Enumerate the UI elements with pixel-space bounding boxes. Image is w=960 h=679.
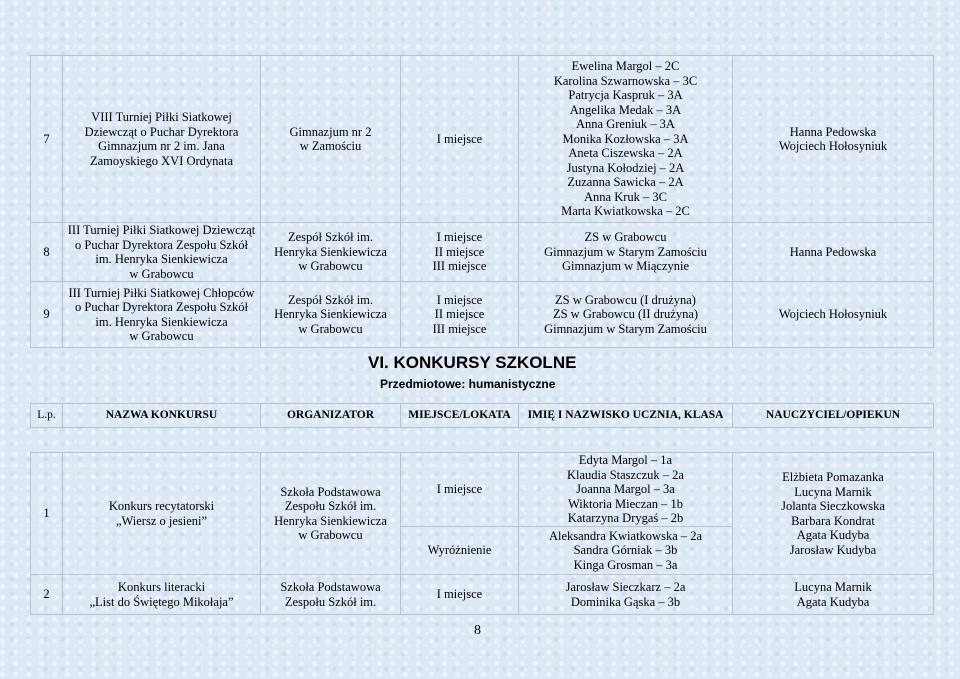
place: I miejsce [401, 453, 519, 527]
table-row [31, 575, 934, 615]
competition-name: III Turniej Piłki Siatkowej Chłopców o Puchar Dyrektora Zespołu Szkół im. Henryka Sienkiewicza w Grabowcu [63, 282, 261, 348]
table-row [31, 56, 934, 223]
students: Edyta Margol – 1a Klaudia Staszczuk – 2a Joanna Margol – 3a Wiktoria Mieczan – 1b Katarzyna Drygaś – 2b [519, 453, 733, 527]
students: ZS w Grabowcu (I drużyna) ZS w Grabowcu (II drużyna) Gimnazjum w Starym Zamościu [519, 282, 733, 348]
place: I miejsce II miejsce III miejsce [401, 223, 519, 282]
table-header-row [31, 404, 934, 428]
competition-name: VIII Turniej Piłki Siatkowej Dziewcząt o Puchar Dyrektora Gimnazjum nr 2 im. Jana Zamoyskiego XVI Ordynata [63, 56, 261, 223]
organizer: Szkoła Podstawowa Zespołu Szkół im. Henryka Sienkiewicza w Grabowcu [261, 453, 401, 575]
sports-results-table [30, 55, 934, 348]
header-students: IMIĘ I NAZWISKO UCZNIA, KLASA [519, 404, 733, 428]
place: I miejsce II miejsce III miejsce [401, 282, 519, 348]
header-name: NAZWA KONKURSU [63, 404, 261, 428]
lp-cell: 7 [31, 56, 63, 223]
students: Ewelina Margol – 2C Karolina Szwarnowska – 3C Patrycja Kaspruk – 3A Angelika Medak – 3A Anna Greniuk – 3A Monika Kozłowska – 3A Aneta Ciszewska – 2A Justyna Kołodziej – 2A Zuzanna Sawicka – 2A Anna Kruk – 3C Marta Kwiatkowska – 2C [519, 56, 733, 223]
teacher: Hanna Pedowska [733, 223, 934, 282]
section-subtitle: Przedmiotowe: humanistyczne [380, 377, 556, 391]
section-title: VI. KONKURSY SZKOLNE [368, 353, 577, 372]
organizer: Szkoła Podstawowa Zespołu Szkół im. [261, 575, 401, 615]
school-contests-table [30, 403, 934, 615]
header-organizer: ORGANIZATOR [261, 404, 401, 428]
organizer: Gimnazjum nr 2 w Zamościu [261, 56, 401, 223]
teacher: Hanna Pedowska Wojciech Hołosyniuk [733, 56, 934, 223]
organizer: Zespół Szkół im. Henryka Sienkiewicza w Grabowcu [261, 223, 401, 282]
table-row [31, 282, 934, 348]
table-row [31, 223, 934, 282]
place: Wyróżnienie [401, 527, 519, 575]
place: I miejsce [401, 575, 519, 615]
spacer-row [31, 428, 934, 453]
header-teacher: NAUCZYCIEL/OPIEKUN [733, 404, 934, 428]
teacher: Elżbieta Pomazanka Lucyna Marnik Jolanta Sieczkowska Barbara Kondrat Agata Kudyba Jarosław Kudyba [733, 453, 934, 575]
teacher: Lucyna Marnik Agata Kudyba [733, 575, 934, 615]
teacher: Wojciech Hołosyniuk [733, 282, 934, 348]
students: Jarosław Sieczkarz – 2a Dominika Gąska – 3b [519, 575, 733, 615]
lp-cell: 8 [31, 223, 63, 282]
competition-name: III Turniej Piłki Siatkowej Dziewcząt o Puchar Dyrektora Zespołu Szkół im. Henryka Sienkiewicza w Grabowcu [63, 223, 261, 282]
students: Aleksandra Kwiatkowska – 2a Sandra Górniak – 3b Kinga Grosman – 3a [519, 527, 733, 575]
competition-name: Konkurs literacki „List do Świętego Mikołaja” [63, 575, 261, 615]
competition-name: Konkurs recytatorski „Wiersz o jesieni” [63, 453, 261, 575]
lp-cell: 2 [31, 575, 63, 615]
lp-cell: 9 [31, 282, 63, 348]
page-number: 8 [474, 623, 481, 638]
organizer: Zespół Szkół im. Henryka Sienkiewicza w Grabowcu [261, 282, 401, 348]
header-lp: L.p. [31, 404, 63, 428]
students: ZS w Grabowcu Gimnazjum w Starym Zamościu Gimnazjum w Miączynie [519, 223, 733, 282]
lp-cell: 1 [31, 453, 63, 575]
header-place: MIEJSCE/LOKATA [401, 404, 519, 428]
place: I miejsce [401, 56, 519, 223]
table-row [31, 453, 934, 527]
